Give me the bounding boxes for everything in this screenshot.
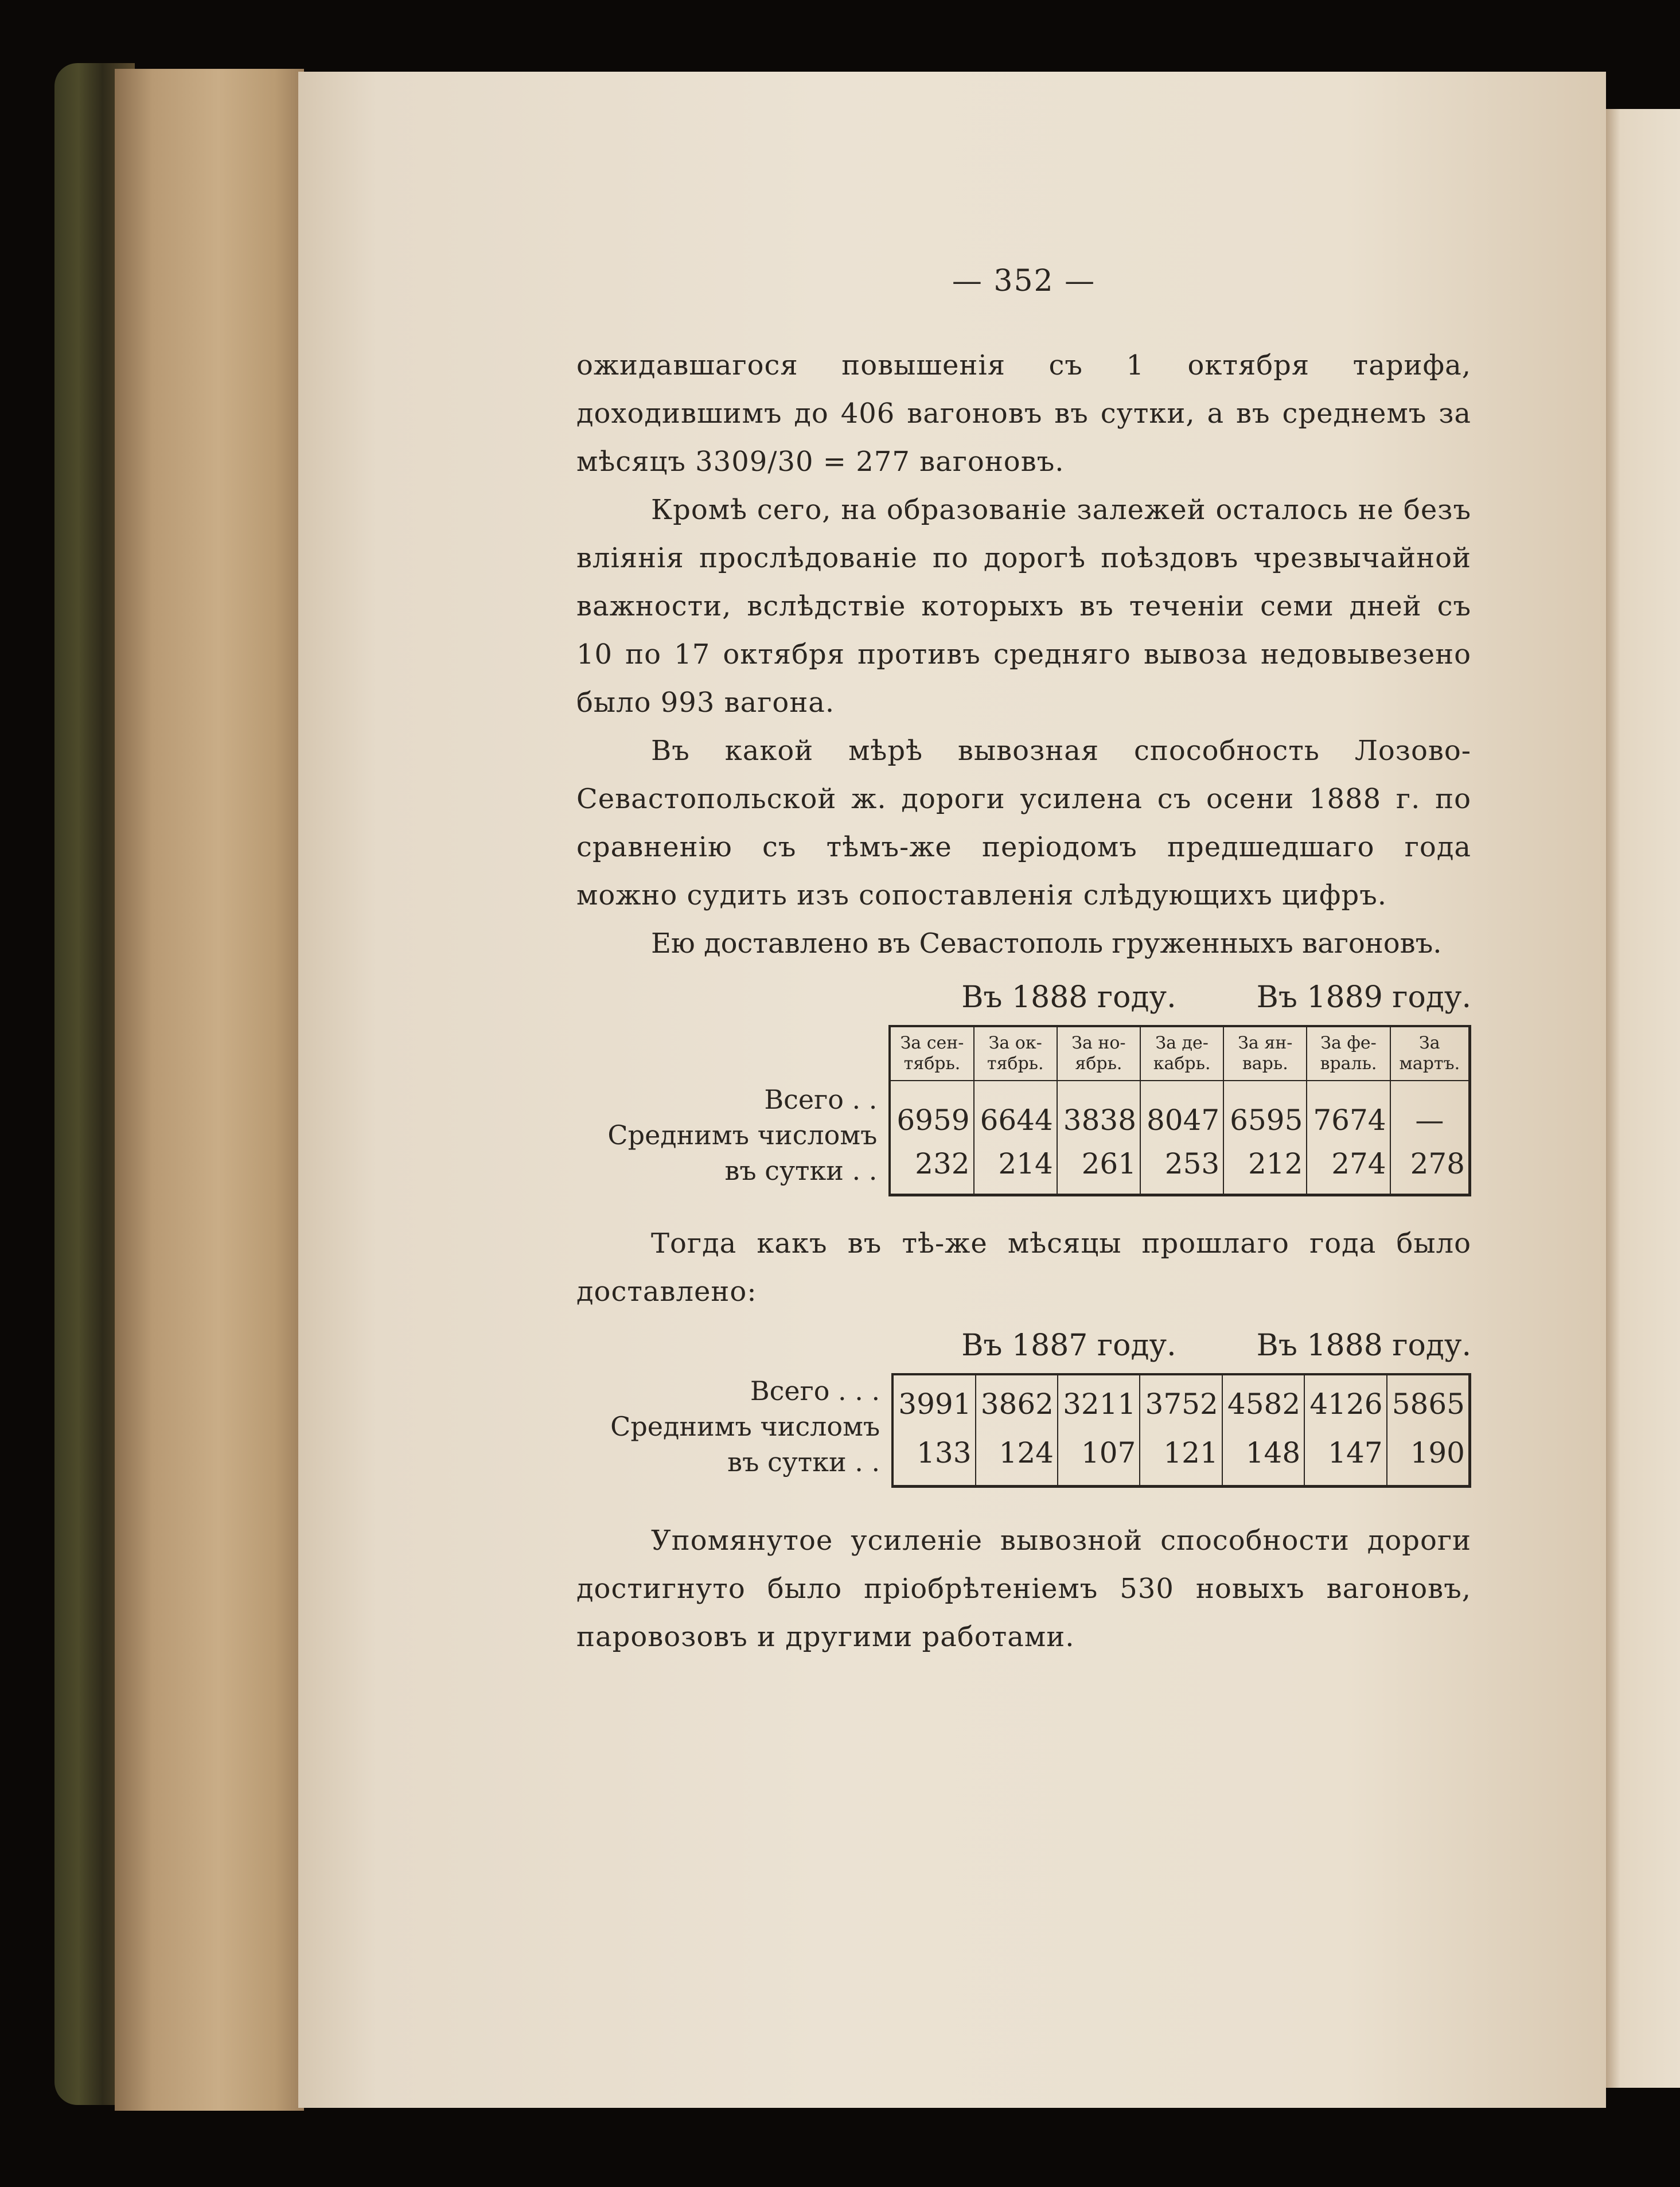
table2-total-row	[892, 1374, 1469, 1428]
table1-month-header: За ок- тябрь.	[974, 1026, 1057, 1081]
table1-years	[576, 973, 1471, 1022]
table1-year-b: Въ 1889 году.	[1256, 980, 1471, 1015]
table2-total-cell: 4126	[1304, 1374, 1386, 1428]
table1-month-header: За но- ябрь.	[1057, 1026, 1140, 1081]
table2-year-b: Въ 1888 году.	[1256, 1328, 1471, 1363]
table2-avg-cell: 190	[1410, 1436, 1465, 1469]
paragraph-2: Кромѣ сего, на образованіе залежей осталось не безъ вліянія прослѣдованіе по дорогѣ поѣздовъ чрезвычайной важности, вслѣдствіе которыхъ въ теченіи семи дней съ 10 по 17 октября противъ средняго вывоза недовывезено было 993 вагона.	[576, 494, 1471, 719]
table2-avg-cell: 124	[976, 1428, 1058, 1486]
table1-month-header: За фе- враль.	[1307, 1026, 1390, 1081]
table1-total-cell: 3838	[1057, 1081, 1140, 1142]
table1-header-row	[890, 1026, 1469, 1081]
table1-avg-cell: 232	[890, 1142, 973, 1195]
table1-month-header: За сен- тябрь.	[890, 1026, 973, 1081]
paragraph-5: Упомянутое усиленіе вывозной способности дороги достигнуто было пріобрѣтеніемъ 530 новыхъ вагоновъ, паровозовъ и другими работами.	[576, 1525, 1471, 1653]
table2-row-labels	[576, 1373, 891, 1488]
table2-total-cell: 4582	[1222, 1374, 1304, 1428]
table1-total-row	[890, 1081, 1469, 1142]
table1-grid	[888, 1025, 1471, 1196]
table1-row-labels	[576, 1025, 888, 1196]
table2-avg-row	[892, 1428, 1469, 1486]
table2-total-cell: 3211	[1058, 1374, 1140, 1428]
table1-avg-row	[890, 1142, 1469, 1195]
table2-avg-cell: 133	[892, 1428, 975, 1486]
table2	[576, 1373, 1471, 1488]
table1	[576, 1025, 1471, 1196]
table1-avg-cell: 212	[1223, 1142, 1307, 1195]
page-edges	[115, 69, 304, 2111]
paragraph-1: ожидавшагося повышенія съ 1 октября тарифа, доходившимъ до 406 вагоновъ въ сутки, а въ среднемъ за мѣсяцъ 3309/30 = 277 вагоновъ.	[576, 349, 1471, 478]
table2-total-cell: 3862	[976, 1374, 1058, 1428]
paragraph-4: Тогда какъ въ тѣ-же мѣсяцы прошлаго года было доставлено:	[576, 1227, 1471, 1308]
table1-total-cell: 8047	[1140, 1081, 1223, 1142]
table1-heading: Ею доставлено въ Севастополь груженныхъ вагоновъ.	[651, 927, 1442, 960]
table2-years	[576, 1321, 1471, 1370]
table1-total-cell: 6595	[1223, 1081, 1307, 1142]
table2-total-cell: 3991	[892, 1374, 975, 1428]
table1-month-header: За де- кабрь.	[1140, 1026, 1223, 1081]
table2-label-total: Всего . . .	[750, 1375, 880, 1406]
table1-avg-cell: 214	[974, 1142, 1057, 1195]
table2-total-cell: 5865	[1391, 1387, 1465, 1421]
table2-avg-cell: 148	[1222, 1428, 1304, 1486]
table2-label-avg-2: въ сутки . .	[727, 1447, 880, 1478]
table1-label-avg-1: Среднимъ числомъ	[607, 1120, 878, 1151]
table2-avg-cell: 147	[1304, 1428, 1386, 1486]
table1-label-total: Всего . .	[764, 1084, 878, 1115]
table1-total-cell: 6644	[974, 1081, 1057, 1142]
table2-avg-cell: 107	[1058, 1428, 1140, 1486]
table2-label-avg-1: Среднимъ числомъ	[610, 1411, 880, 1442]
table1-year-a: Въ 1888 году.	[961, 980, 1176, 1015]
table1-total-cell: —	[1415, 1104, 1444, 1137]
table1-label-avg-2: въ сутки . .	[724, 1155, 878, 1186]
table1-avg-cell: 261	[1057, 1142, 1140, 1195]
table2-year-a: Въ 1887 году.	[961, 1328, 1176, 1363]
table2-avg-cell: 121	[1140, 1428, 1222, 1486]
page-number: — 352 —	[952, 264, 1096, 298]
table2-grid	[891, 1373, 1471, 1488]
table1-avg-cell: 278	[1410, 1147, 1465, 1180]
table1-total-cell: 6959	[890, 1081, 973, 1142]
table1-month-header: За ян- варь.	[1223, 1026, 1307, 1081]
table1-month-header: За мартъ.	[1390, 1026, 1470, 1081]
table1-total-cell: 7674	[1307, 1081, 1390, 1142]
page-content	[576, 264, 1471, 1661]
table1-avg-cell: 253	[1140, 1142, 1223, 1195]
table2-total-cell: 3752	[1140, 1374, 1222, 1428]
paragraph-3: Въ какой мѣрѣ вывозная способность Лозово-Севастопольской ж. дороги усилена съ осени 1888 г. по сравненію съ тѣмъ-же періодомъ предшедшаго года можно судить изъ сопоставленія слѣдующихъ цифръ.	[576, 735, 1471, 911]
table1-avg-cell: 274	[1307, 1142, 1390, 1195]
next-page-edge	[1600, 109, 1680, 2088]
